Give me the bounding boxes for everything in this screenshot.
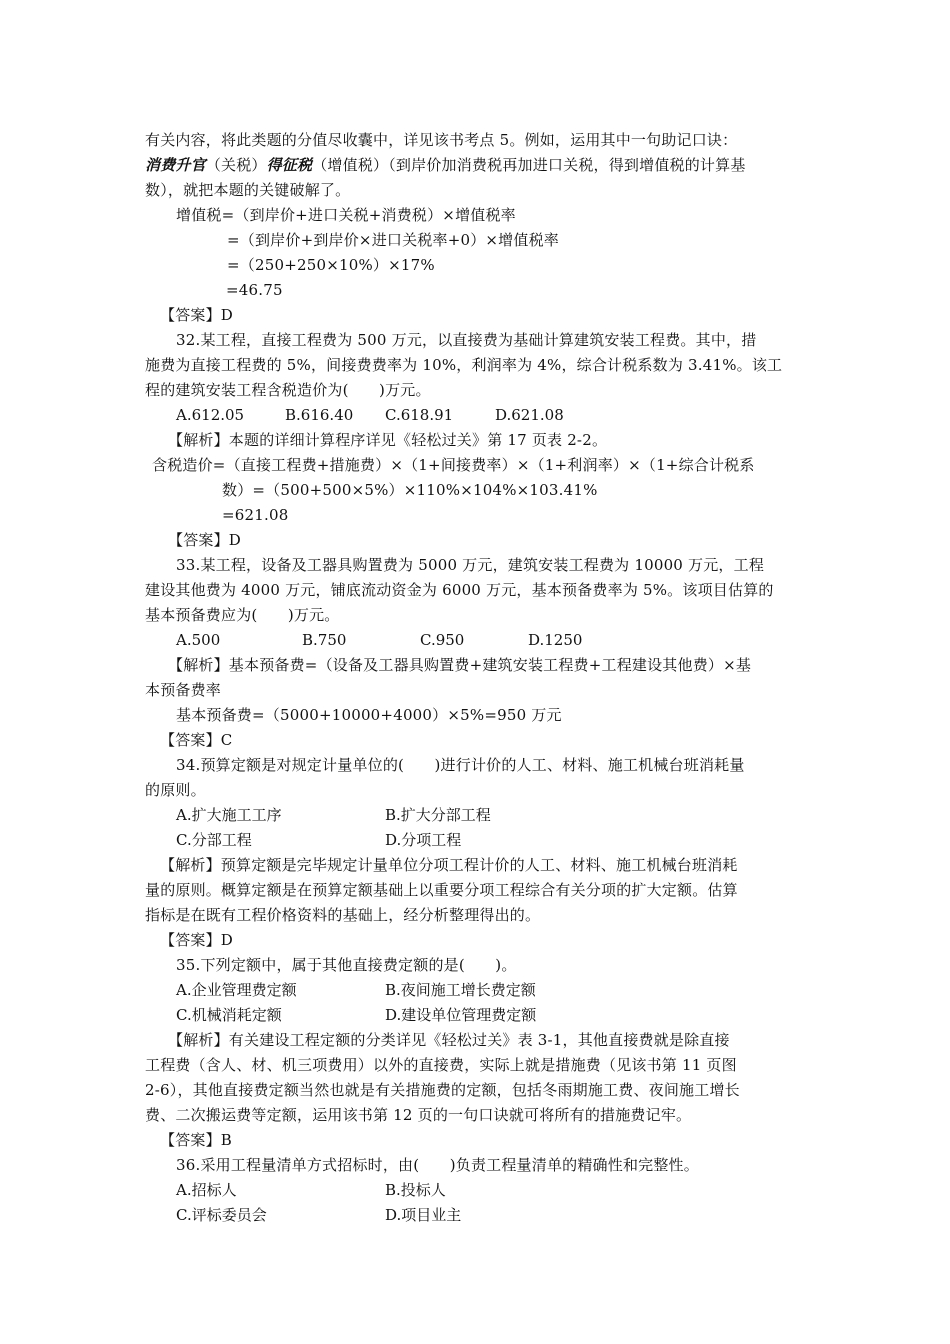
- formula-line: =621.08: [222, 506, 289, 524]
- mnemonic-rest: （增值税）（到岸价加消费税再加进口关税，得到增值税的计算基: [312, 156, 746, 174]
- question-35-line-1: 35.下列定额中，属于其他直接费定额的是( )。: [176, 956, 517, 974]
- option-b: B.夜间施工增长费定额: [385, 981, 536, 999]
- formula-line: =46.75: [226, 281, 283, 299]
- question-32-line-1: 32.某工程，直接工程费为 500 万元，以直接费为基础计算建筑安装工程费。其中，措: [176, 331, 757, 349]
- analysis-line: 【解析】有关建设工程定额的分类详见《轻松过关》表 3-1，其他直接费就是除直接: [168, 1031, 730, 1049]
- option-a: A.612.05: [176, 406, 245, 424]
- formula-line: =（250+250×10%）×17%: [227, 256, 435, 274]
- formula-line: 含税造价=（直接工程费+措施费）×（1+间接费率）×（1+利润率）×（1+综合计税系: [152, 456, 755, 474]
- question-34-line-2: 的原则。: [145, 781, 206, 799]
- option-b: B.750: [302, 631, 347, 649]
- analysis-line: 量的原则。概算定额是在预算定额基础上以重要分项工程综合有关分项的扩大定额。估算: [145, 881, 738, 899]
- answer-line: 【答案】D: [168, 531, 242, 549]
- option-d: D.项目业主: [385, 1206, 462, 1224]
- question-33-line-3: 基本预备费应为( )万元。: [145, 606, 340, 624]
- analysis-line: 费、二次搬运费等定额，运用该书第 12 页的一句口诀就可将所有的措施费记牢。: [145, 1106, 692, 1124]
- formula-line: 数）=（500+500×5%）×110%×104%×103.41%: [222, 481, 598, 499]
- analysis-line: 2-6），其他直接费定额当然也就是有关措施费的定额，包括冬雨期施工费、夜间施工增长: [145, 1081, 740, 1099]
- option-c: C.分部工程: [176, 831, 252, 849]
- option-c: C.评标委员会: [176, 1206, 267, 1224]
- option-c: C.机械消耗定额: [176, 1006, 282, 1024]
- option-d: D.621.08: [495, 406, 564, 424]
- analysis-line: 【解析】基本预备费=（设备及工器具购置费+建筑安装工程费+工程建设其他费）×基: [168, 656, 752, 674]
- answer-line: 【答案】D: [160, 931, 234, 949]
- option-a: A.企业管理费定额: [176, 981, 297, 999]
- option-d: D.1250: [528, 631, 583, 649]
- option-a: A.招标人: [176, 1181, 237, 1199]
- option-a: A.扩大施工工序: [176, 806, 282, 824]
- option-b: B.扩大分部工程: [385, 806, 491, 824]
- mnemonic-mid-1: （关税）: [205, 156, 267, 174]
- question-34-line-1: 34.预算定额是对规定计量单位的( )进行计价的人工、材料、施工机械台班消耗量: [176, 756, 745, 774]
- analysis-line: 【解析】预算定额是完毕规定计量单位分项工程计价的人工、材料、施工机械台班消耗: [160, 856, 738, 874]
- question-33-line-1: 33.某工程，设备及工器具购置费为 5000 万元，建筑安装工程费为 10000 万元，工程: [176, 556, 765, 574]
- option-d: D.建设单位管理费定额: [385, 1006, 537, 1024]
- intro-line-1: 有关内容，将此类题的分值尽收囊中，详见该书考点 5。例如，运用其中一句助记口诀：: [145, 131, 738, 149]
- analysis-line: 指标是在既有工程价格资料的基础上，经分析整理得出的。: [145, 906, 541, 924]
- intro-line-3: 数），就把本题的关键破解了。: [145, 181, 351, 199]
- analysis-line: 工程费（含人、材、机三项费用）以外的直接费，实际上就是措施费（见该书第 11 页图: [145, 1056, 737, 1074]
- option-d: D.分项工程: [385, 831, 462, 849]
- option-b: B.投标人: [385, 1181, 446, 1199]
- question-33-line-2: 建设其他费为 4000 万元，铺底流动资金为 6000 万元，基本预备费率为 5%。该项目估算的: [145, 581, 774, 599]
- formula-line: 增值税=（到岸价+进口关税+消费税）×增值税率: [176, 206, 516, 224]
- question-32-line-2: 施费为直接工程费的 5%，间接费费率为 10%，利润率为 4%，综合计税系数为 3.41%。该工: [145, 356, 783, 374]
- answer-line: 【答案】D: [160, 306, 234, 324]
- option-c: C.618.91: [385, 406, 454, 424]
- analysis-line: 本预备费率: [145, 681, 222, 699]
- mnemonic-bold-2: 得征税: [266, 156, 313, 174]
- formula-line: =（到岸价+到岸价×进口关税率+0）×增值税率: [227, 231, 559, 249]
- option-b: B.616.40: [285, 406, 354, 424]
- mnemonic-bold-1: 消费升官: [145, 156, 206, 174]
- option-a: A.500: [176, 631, 221, 649]
- answer-line: 【答案】B: [160, 1131, 233, 1149]
- question-36-line-1: 36.采用工程量清单方式招标时，由( )负责工程量清单的精确性和完整性。: [176, 1156, 699, 1174]
- formula-line: 基本预备费=（5000+10000+4000）×5%=950 万元: [176, 706, 562, 724]
- answer-line: 【答案】C: [160, 731, 233, 749]
- option-c: C.950: [420, 631, 465, 649]
- intro-line-2: [145, 155, 746, 175]
- question-32-line-3: 程的建筑安装工程含税造价为( )万元。: [145, 381, 431, 399]
- analysis-line: 【解析】本题的详细计算程序详见《轻松过关》第 17 页表 2-2。: [168, 431, 608, 449]
